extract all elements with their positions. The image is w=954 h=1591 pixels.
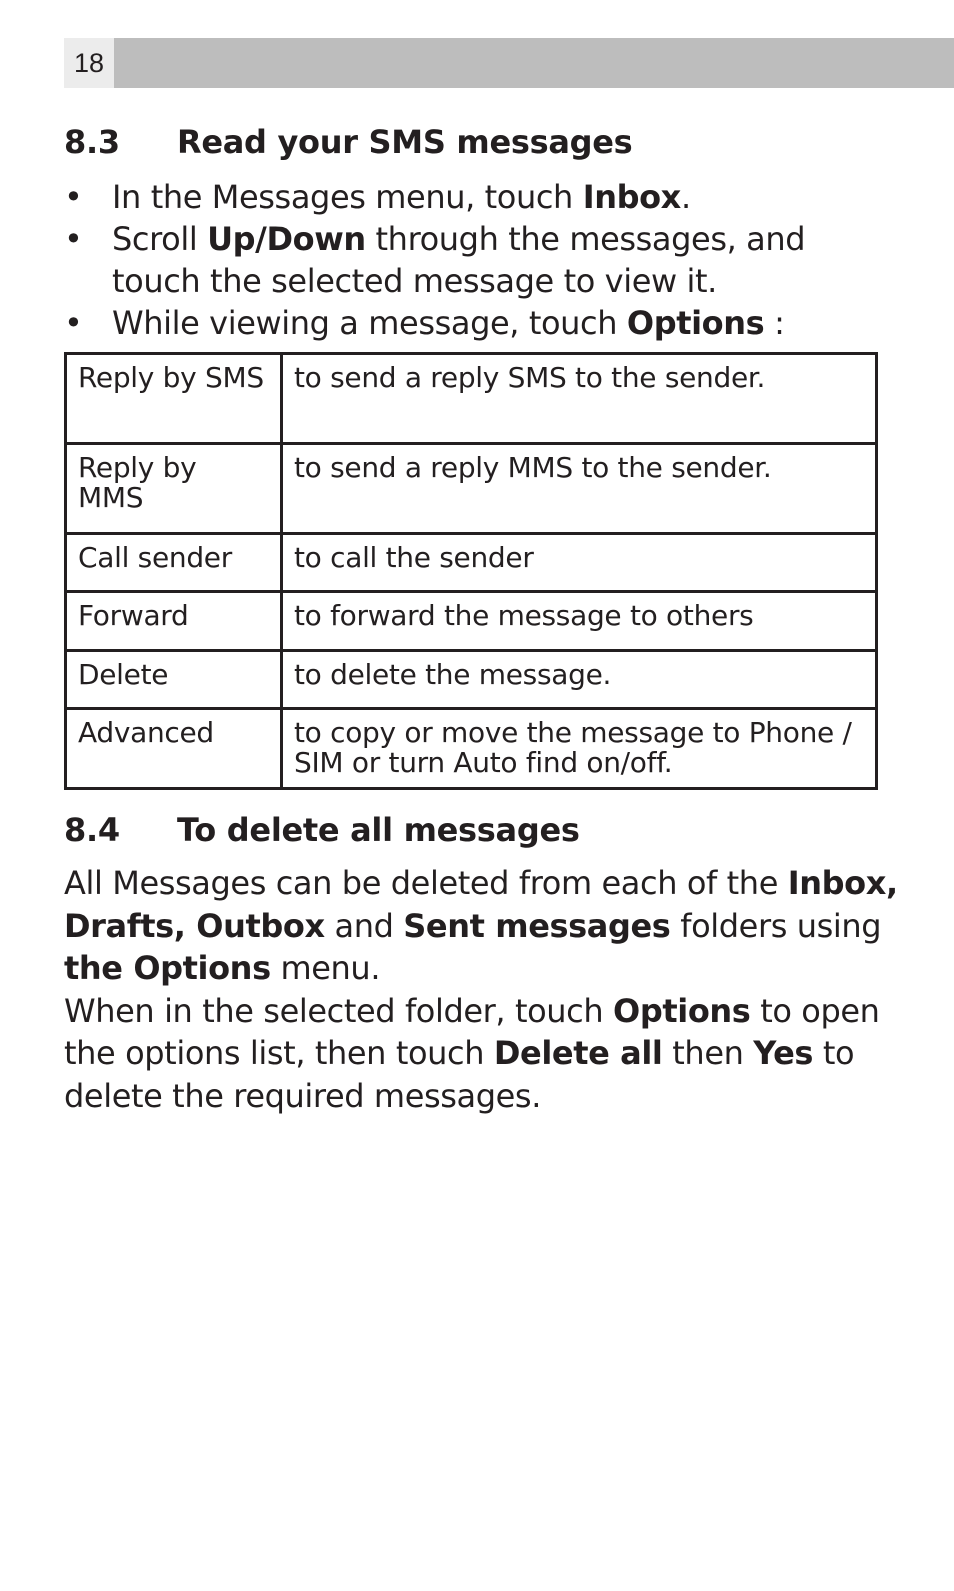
rich-text: While viewing a message, touch Options : xyxy=(112,304,785,342)
rich-text: Scroll Up/Down through the messages, and touch the selected message to view it. xyxy=(112,220,806,300)
bold-term: Inbox, Drafts, Outbox xyxy=(64,864,898,945)
option-name: Delete xyxy=(66,651,282,709)
option-description: to delete the message. xyxy=(282,651,877,709)
table-row xyxy=(66,592,877,651)
table-row xyxy=(66,444,877,534)
option-description: to send a reply MMS to the sender. xyxy=(282,444,877,534)
section-heading-8-3 xyxy=(64,122,954,162)
page-number: 18 xyxy=(64,38,114,88)
page-header-bar xyxy=(64,38,954,88)
paragraph: All Messages can be deleted from each of the Inbox, Drafts, Outbox and Sent messages folders using the Options menu. xyxy=(64,864,898,987)
option-description: to call the sender xyxy=(282,534,877,592)
paragraph: When in the selected folder, touch Options to open the options list, then touch Delete all then Yes to delete the required messages. xyxy=(64,991,880,1115)
bullet-marker: • xyxy=(64,220,83,258)
section-heading-8-4 xyxy=(64,810,954,850)
bold-term: Yes xyxy=(753,1034,814,1072)
table-row xyxy=(66,709,877,789)
option-name: Advanced xyxy=(66,709,282,789)
options-table xyxy=(64,352,878,790)
section-number: 8.4 xyxy=(64,811,120,849)
table-row xyxy=(66,534,877,592)
bold-term: Delete all xyxy=(493,1034,663,1072)
list-item xyxy=(64,176,882,218)
option-name: Forward xyxy=(66,592,282,651)
bold-term: Sent messages xyxy=(403,906,671,945)
option-description: to forward the message to others xyxy=(282,592,877,651)
section-title: To delete all messages xyxy=(177,811,580,849)
option-description: to send a reply SMS to the sender. xyxy=(282,354,877,444)
manual-page xyxy=(64,38,954,1117)
table-row xyxy=(66,354,877,444)
table-row xyxy=(66,651,877,709)
bullet-marker: • xyxy=(64,304,83,342)
option-name: Reply by MMS xyxy=(66,444,282,534)
instruction-list xyxy=(64,176,954,344)
list-item xyxy=(64,218,882,302)
option-description: to copy or move the message to Phone / SIM or turn Auto find on/off. xyxy=(282,709,877,789)
bold-term: Options xyxy=(613,991,751,1030)
section-title: Read your SMS messages xyxy=(177,123,633,161)
rich-text: In the Messages menu, touch Inbox. xyxy=(112,178,691,216)
section-number: 8.3 xyxy=(64,123,120,161)
bullet-marker: • xyxy=(64,178,83,216)
option-name: Call sender xyxy=(66,534,282,592)
bold-term: Up/Down xyxy=(207,220,366,258)
bold-term: the Options xyxy=(64,949,271,987)
bold-term: Options xyxy=(626,304,765,342)
bold-term: Inbox xyxy=(582,178,681,216)
option-name: Reply by SMS xyxy=(66,354,282,444)
list-item xyxy=(64,302,882,344)
